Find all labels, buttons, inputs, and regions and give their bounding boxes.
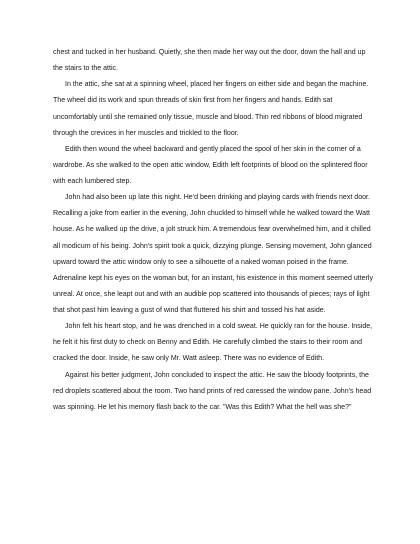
text-line: unreal. At once, she leapt out and with an audible pop scattered into thousands of pieces; rays of light <box>53 290 370 298</box>
text-line: uncomfortably until she remained only tissue, muscle and blood. Thin red ribbons of blood migrated <box>53 113 363 121</box>
text-line: Recalling a joke from earlier in the evening, John chuckled to himself while he walked toward the Watt <box>53 210 371 218</box>
document-body <box>53 45 374 416</box>
text-line: Against his better judgment, John concluded to inspect the attic. He saw the bloody footprints, the <box>65 371 369 379</box>
text-line: with each lumbered step. <box>53 178 132 185</box>
text-line: through the crevices in her muscles and trickled to the floor. <box>53 129 239 137</box>
text-line: he felt it his first duty to check on Benny and Edith. He carefully climbed the stairs to their room and <box>53 339 363 347</box>
text-line: upward toward the attic window only to see a silhouette of a naked woman poised in the frame. <box>53 258 349 266</box>
text-line: John had also been up late this night. He'd been drinking and playing cards with friends next door. <box>65 194 370 202</box>
text-line: house. As he walked up the drive, a jolt struck him. A tremendous fear overwhelmed him, and it chilled <box>53 226 371 234</box>
text-line: red droplets scattered about the room. Two hand prints of red caressed the window pane. John's head <box>53 387 372 395</box>
text-line: The wheel did its work and spun threads of skin first from her fingers and hands. Edith sat <box>53 97 333 105</box>
text-line: Adrenaline kept his eyes on the woman but, for an instant, his existence in this moment seemed utterly <box>53 274 374 282</box>
text-line: wardrobe. As she walked to the open attic window, Edith left footprints of blood on the splintered floor <box>53 161 368 169</box>
text-line: Edith then wound the wheel backward and gently placed the spool of her skin in the corner of a <box>65 145 361 153</box>
text-line: In the attic, she sat at a spinning wheel, placed her fingers on either side and began the machine. <box>65 81 369 89</box>
text-line: was spinning. He let his memory flash back to the car. "Was this Edith? What the hell was she?" <box>53 403 352 411</box>
text-line: that shot past him leaving a gust of wind that fluttered his shirt and tossed his hat aside. <box>53 307 326 314</box>
text-line: John felt his heart stop, and he was drenched in a cold sweat. He quickly ran for the house. Inside, <box>65 323 373 331</box>
text-line: chest and tucked in her husband. Quietly, she then made her way out the door, down the hall and up <box>53 49 366 56</box>
text-line: all modicum of his being. John's spirit took a quick, dizzying plunge. Sensing movement, John glanced <box>53 242 372 250</box>
text-line: the stairs to the attic. <box>53 65 119 73</box>
text-line: cracked the door. Inside, he saw only Mr. Watt asleep. There was no evidence of Edith. <box>53 355 325 363</box>
